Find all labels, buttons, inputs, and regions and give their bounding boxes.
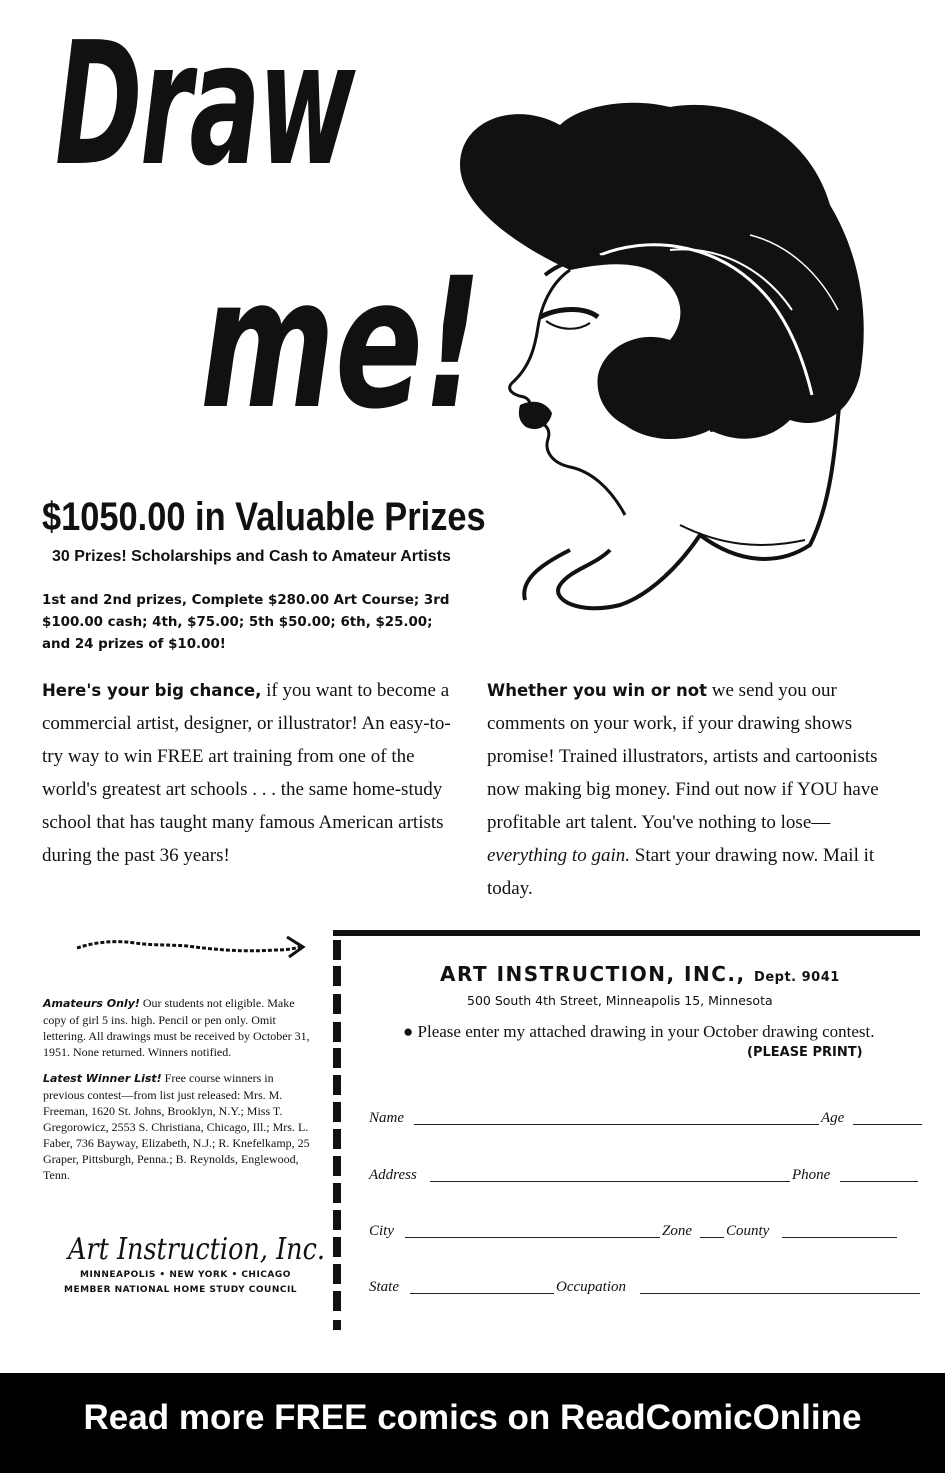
age-field[interactable] [853, 1124, 922, 1125]
left-column-text [42, 674, 452, 872]
coupon-border-dash [333, 1129, 341, 1149]
coupon-border-dash [333, 994, 341, 1014]
right-column-lead: Whether you win or not [487, 681, 708, 700]
coupon-company [440, 962, 840, 986]
coupon-border-dash [333, 1048, 341, 1068]
occupation-field[interactable] [640, 1293, 920, 1294]
zone-field[interactable] [700, 1237, 724, 1238]
coupon-border-dash [333, 966, 341, 986]
phone-field[interactable] [840, 1181, 918, 1182]
left-column-body: if you want to become a commercial artist, designer, or illustrator! An easy-to-try way to win FREE art training from one of the world's greatest art schools . . . the same home-study school that has taught many famous American artists during the past 36 years! [42, 680, 451, 866]
amateurs-label: Amateurs Only! [43, 997, 140, 1010]
name-field[interactable] [414, 1124, 819, 1125]
occupation-label: Occupation [556, 1279, 626, 1295]
right-column-closing: Start your drawing now. Mail it today. [487, 845, 875, 899]
contest-rules [43, 995, 311, 1183]
prize-subtitle: 30 Prizes! Scholarships and Cash to Amateur Artists [52, 548, 451, 565]
county-field[interactable] [782, 1237, 897, 1238]
girl-portrait-illustration [420, 95, 890, 615]
logo-cities: MINNEAPOLIS • NEW YORK • CHICAGO [80, 1270, 291, 1280]
coupon-instruction: ● Please enter my attached drawing in your October drawing contest. [403, 1022, 875, 1041]
left-column-lead: Here's your big chance, [42, 681, 262, 700]
logo-council: MEMBER NATIONAL HOME STUDY COUNCIL [64, 1285, 298, 1295]
company-name: ART INSTRUCTION, INC., [440, 962, 746, 986]
address-field[interactable] [430, 1181, 790, 1182]
age-label: Age [821, 1110, 845, 1126]
coupon-border-dash [333, 1156, 341, 1176]
county-label: County [726, 1223, 770, 1239]
headline-draw: Draw [55, 6, 354, 204]
phone-label: Phone [792, 1167, 831, 1183]
state-field[interactable] [410, 1293, 554, 1294]
right-column-emphasis: everything to gain. [487, 845, 630, 866]
coupon-border-dash [333, 940, 341, 960]
coupon-border-dash [333, 1022, 341, 1042]
right-column-body: we send you our comments on your work, if your drawing shows promise! Trained illustrators, artists and cartoonists now making big money. Find out now if YOU have profitable art talent. You've nothing to lose— [487, 680, 879, 833]
coupon-border-dash [333, 1291, 341, 1311]
headline-me: me! [200, 240, 483, 449]
amateurs-text: Our students not eligible. Make copy of girl 5 ins. high. Pencil or pen only. Omit lettering. All drawings must be received by October 31, 1951. None returned. Winners notified. [43, 996, 310, 1059]
coupon-border-dash [333, 1210, 341, 1230]
winners-text: Free course winners in previous contest—from list just released: Mrs. M. Freeman, 1620 St. Johns, Brooklyn, N.Y.; Miss T. Gregorowicz, 2553 S. Christiana, Chicago, Ill.; Mrs. L. Faber, 736 Bayway, Elizabeth, N.J.; R. Knefelkamp, 25 Graper, Pittsburgh, Penna.; B. Reynolds, Englewood, Tenn. [43, 1071, 310, 1182]
name-label: Name [369, 1110, 404, 1126]
coupon-address: 500 South 4th Street, Minneapolis 15, Minnesota [467, 993, 773, 1008]
address-label: Address [369, 1167, 417, 1183]
coupon-border-dash [333, 1183, 341, 1203]
coupon-top-border [333, 930, 920, 936]
prize-title: $1050.00 in Valuable Prizes [42, 495, 486, 539]
coupon-border-dash [333, 1237, 341, 1257]
city-field[interactable] [405, 1237, 660, 1238]
coupon-border-dash [333, 1264, 341, 1284]
zone-label: Zone [662, 1223, 692, 1239]
footer-link[interactable]: Read more FREE comics on ReadComicOnline [83, 1398, 862, 1437]
please-print-note: (PLEASE PRINT) [747, 1045, 863, 1060]
city-label: City [369, 1223, 394, 1239]
winners-label: Latest Winner List! [43, 1072, 162, 1085]
coupon-border-dash [333, 1102, 341, 1122]
state-label: State [369, 1279, 399, 1295]
squiggle-arrow-icon [75, 932, 310, 962]
prize-details: 1st and 2nd prizes, Complete $280.00 Art Course; 3rd $100.00 cash; 4th, $75.00; 5th $50.00; 6th, $25.00; and 24 prizes of $10.00! [42, 593, 450, 652]
right-column-text [487, 674, 897, 905]
coupon-border-dash [333, 1075, 341, 1095]
coupon-border-dash [333, 1320, 341, 1330]
art-instruction-logo: Art Instruction, Inc. [68, 1232, 325, 1267]
company-dept: Dept. 9041 [754, 970, 840, 985]
